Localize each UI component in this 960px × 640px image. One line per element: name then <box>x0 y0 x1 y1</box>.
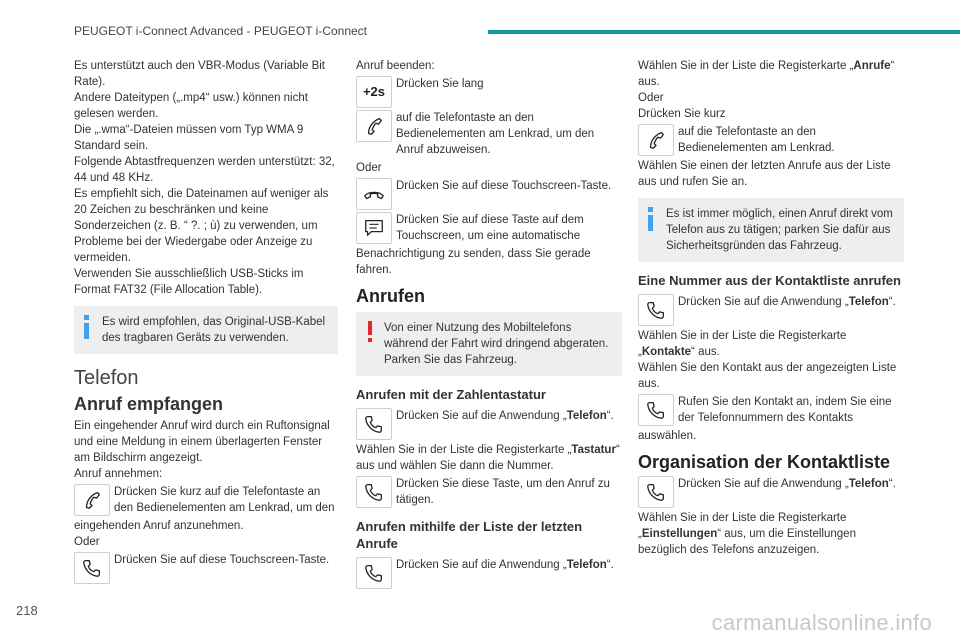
instruction-text: Drücken Sie auf die Anwendung „Telefon“. <box>396 559 614 571</box>
instruction-row <box>356 212 622 244</box>
instruction-text: Drücken Sie auf diese Touchscreen-Taste. <box>114 554 330 566</box>
heading: Anruf empfangen <box>74 394 224 414</box>
steering-phone-icon <box>638 124 674 156</box>
instruction-text: Drücken Sie lang <box>396 78 484 90</box>
subheading: Anrufen mithilfe der Liste der letzten Anrufe <box>356 519 583 551</box>
info-box <box>74 306 338 354</box>
instruction-row <box>356 110 622 158</box>
heading: Anrufen <box>356 286 425 306</box>
heading: Organisation der Kontaktliste <box>638 452 891 472</box>
message-icon <box>356 212 392 244</box>
app-name: Telefon <box>566 410 607 422</box>
instruction-row <box>356 408 622 440</box>
page-header <box>0 0 960 40</box>
info-text: Es wird empfohlen, das Original-USB-Kabel des tragbaren Geräts zu verwenden. <box>102 316 326 344</box>
paragraph: Wählen Sie den Kontakt aus der angezeigten Liste aus. <box>638 362 897 390</box>
phone-handset-icon <box>356 476 392 508</box>
paragraph: Es empfiehlt sich, die Dateinamen auf weniger als 20 Zeichen zu beschränken und keine Sonderzeichen (z. B. “ ?. ; ù) zu verwenden, um Probleme bei der Wiedergabe oder Anzeige zu vermeiden. <box>74 188 329 264</box>
paragraph: Ein eingehender Anruf wird durch ein Ruftonsignal und eine Meldung in einem überlagerten Fenster am Bildschirm angezeigt. <box>74 420 330 464</box>
header-title: PEUGEOT i-Connect Advanced - PEUGEOT i-Connect <box>74 24 368 38</box>
watermark: carmanualsonline.info <box>711 610 932 635</box>
paragraph: Folgende Abtastfrequenzen werden unterstützt: 32, 44 und 48 KHz. <box>74 156 335 184</box>
app-name: Telefon <box>848 296 889 308</box>
instruction-text: Drücken Sie auf die Anwendung „Telefon“. <box>678 478 896 490</box>
app-name: Telefon <box>848 478 889 490</box>
paragraph: Andere Dateitypen („.mp4“ usw.) können nicht gelesen werden. <box>74 92 308 120</box>
instruction-text: Drücken Sie diese Taste, um den Anruf zu tätigen. <box>396 478 610 506</box>
tab-name: Anrufe <box>853 60 891 72</box>
column-3 <box>638 58 904 558</box>
phone-handset-icon <box>356 408 392 440</box>
subheading: Anrufen mit der Zahlentastatur <box>356 387 546 402</box>
instruction-text: Drücken Sie kurz auf die Telefontaste an den Bedienelementen am Lenkrad, um den <box>114 486 335 514</box>
column-1 <box>74 58 338 586</box>
tab-name: Kontakte <box>641 346 692 358</box>
section-title: Telefon <box>74 367 139 389</box>
subheading: Eine Nummer aus der Kontaktliste anrufen <box>638 273 901 288</box>
paragraph: Es unterstützt auch den VBR-Modus (Variable Bit Rate). <box>74 60 325 88</box>
instruction-text: Drücken Sie auf diese Touchscreen-Taste. <box>396 180 612 192</box>
tab-name: Einstellungen <box>641 528 718 540</box>
info-box <box>638 198 904 262</box>
label: Oder <box>638 92 664 104</box>
label: Oder <box>74 536 100 548</box>
warning-box <box>356 312 622 376</box>
instruction-row <box>356 476 622 508</box>
paragraph: Verwenden Sie ausschließlich USB-Sticks im Format FAT32 (File Allocation Table). <box>74 268 304 296</box>
phone-handset-icon <box>638 394 674 426</box>
label: Anruf beenden: <box>356 60 435 72</box>
instruction-row <box>74 484 338 516</box>
phone-handset-icon <box>74 552 110 584</box>
app-name: Telefon <box>566 559 607 571</box>
paragraph: eingehenden Anruf anzunehmen. <box>74 520 244 532</box>
paragraph: Wählen Sie einen der letzten Anrufe aus der Liste aus und rufen Sie an. <box>638 160 891 188</box>
instruction-row <box>638 394 904 426</box>
instruction-row <box>638 124 904 156</box>
instruction-text: auf die Telefontaste an den Bedienelementen am Lenkrad, um den Anruf abzuweisen. <box>396 112 595 156</box>
phone-handset-icon <box>638 294 674 326</box>
paragraph: Wählen Sie in der Liste die Registerkarte „Kontakte“ aus. <box>638 330 847 358</box>
instruction-row <box>638 294 904 326</box>
paragraph: Die „.wma“-Dateien müssen vom Typ WMA 9 Standard sein. <box>74 124 304 152</box>
page-number: 218 <box>16 603 38 618</box>
instruction-row <box>638 476 904 508</box>
paragraph: Wählen Sie in der Liste die Registerkarte „Einstellungen“ aus, um die Einstellungen bezüglich des Telefons anzuzeigen. <box>638 512 856 556</box>
info-text: Es ist immer möglich, einen Anruf direkt vom Telefon aus zu tätigen; parken Sie dafür aus Sicherheitsgründen das Fahrzeug. <box>666 208 893 252</box>
paragraph: auswählen. <box>638 430 697 442</box>
instruction-row <box>356 76 622 108</box>
hang-up-icon <box>356 178 392 210</box>
long-press-label: +2s <box>362 84 386 99</box>
info-icon <box>84 315 89 339</box>
steering-phone-icon <box>74 484 110 516</box>
instruction-text: Rufen Sie den Kontakt an, indem Sie eine der Telefonnummern des Kontakts <box>678 396 892 424</box>
header-accent-bar <box>488 30 960 34</box>
instruction-row <box>356 178 622 210</box>
warning-icon <box>368 321 373 343</box>
instruction-text: auf die Telefontaste an den Bedienelementen am Lenkrad. <box>678 126 835 154</box>
column-2 <box>356 58 622 591</box>
paragraph: Wählen Sie in der Liste die Registerkarte „Anrufe“ aus. <box>638 60 895 88</box>
warning-text: Von einer Nutzung des Mobiltelefons während der Fahrt wird dringend abgeraten. Parken Sie das Fahrzeug. <box>384 322 609 366</box>
phone-handset-icon <box>356 557 392 589</box>
label: Anruf annehmen: <box>74 468 163 480</box>
paragraph: Drücken Sie kurz <box>638 108 726 120</box>
long-press-icon <box>356 76 392 108</box>
instruction-row <box>356 557 622 589</box>
paragraph: Wählen Sie in der Liste die Registerkarte „Tastatur“ aus und wählen Sie dann die Nummer. <box>356 444 620 472</box>
label: Oder <box>356 162 382 174</box>
instruction-text: Drücken Sie auf die Anwendung „Telefon“. <box>396 410 614 422</box>
instruction-row <box>74 552 338 584</box>
instruction-text: Drücken Sie auf diese Taste auf dem Touchscreen, um eine automatische <box>396 214 584 242</box>
paragraph: Benachrichtigung zu senden, dass Sie gerade fahren. <box>356 248 591 276</box>
instruction-text: Drücken Sie auf die Anwendung „Telefon“. <box>678 296 896 308</box>
tab-name: Tastatur <box>571 444 616 456</box>
phone-handset-icon <box>638 476 674 508</box>
info-icon <box>648 207 653 231</box>
steering-phone-icon <box>356 110 392 142</box>
